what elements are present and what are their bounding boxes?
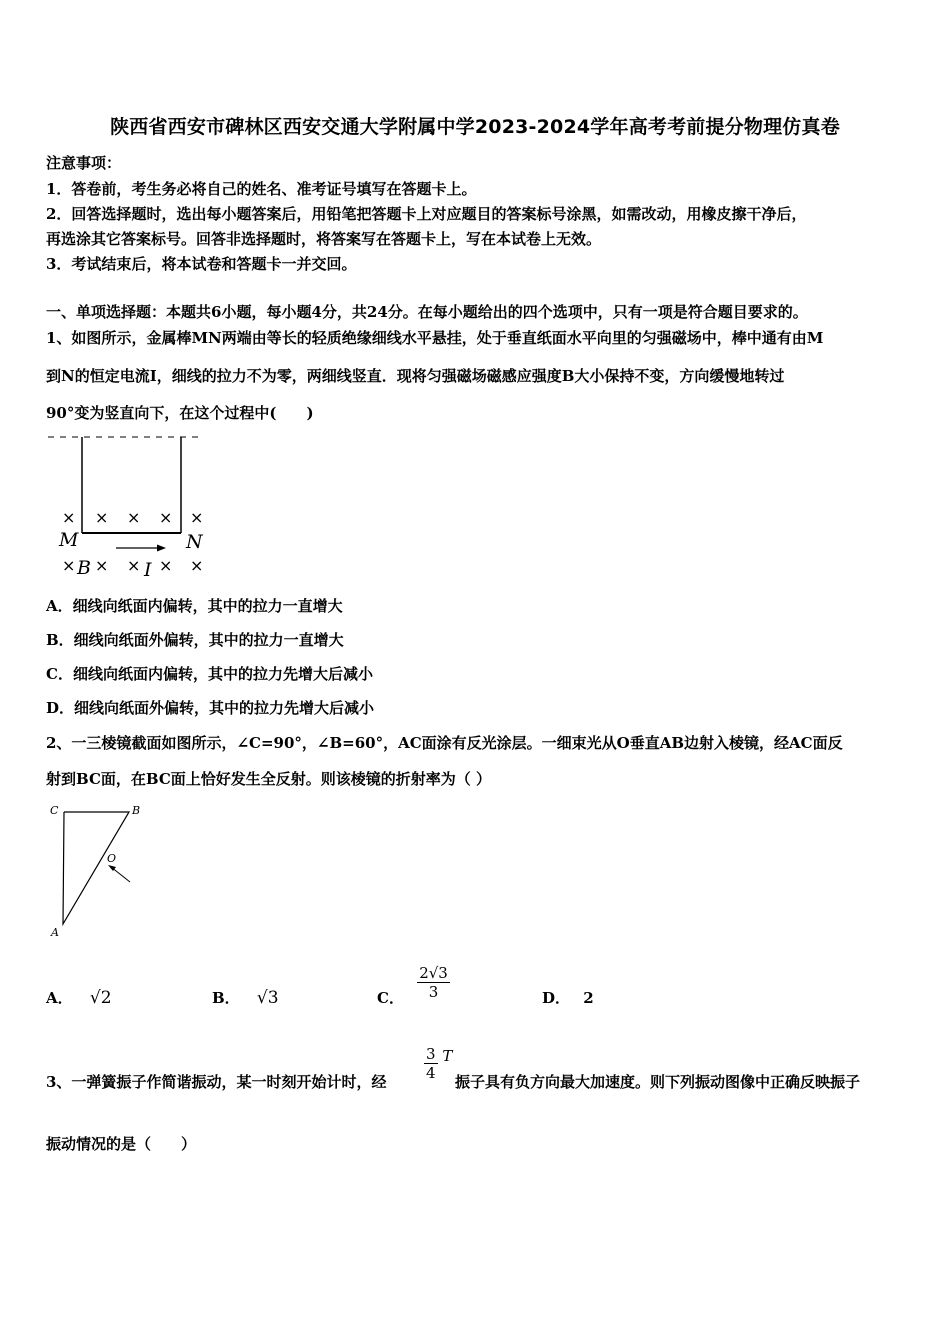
label-i: I <box>144 559 152 581</box>
fraction-numerator: 3 <box>426 1045 436 1063</box>
current-arrow-head <box>157 545 166 552</box>
option-value: 2 <box>583 989 594 1007</box>
cross-mark: × <box>127 556 141 575</box>
q2-figure <box>44 800 154 942</box>
q1-line-2: 到N的恒定电流I，细线的拉力不为零，两细线竖直．现将匀强磁场磁感应强度B大小保持不变，方向缓慢地转过 <box>46 367 785 385</box>
fraction-denominator: 4 <box>426 1064 436 1082</box>
fraction-denominator: 3 <box>428 983 439 1001</box>
cross-mark: × <box>62 556 76 575</box>
q2-option-b[interactable] <box>212 987 279 1008</box>
notice-item-3: 3．考试结束后，将本试卷和答题卡一并交回。 <box>46 255 357 273</box>
period-symbol: T <box>442 1046 453 1065</box>
option-label: D． <box>542 989 571 1007</box>
fraction <box>417 964 450 1001</box>
cross-mark: × <box>190 508 204 527</box>
q3-line-2: 振动情况的是（ ） <box>46 1135 197 1153</box>
fraction-numerator: 2√3 <box>419 964 448 982</box>
cross-mark: × <box>127 508 141 527</box>
notice-heading: 注意事项： <box>46 154 122 172</box>
q1-option-a[interactable]: A．细线向纸面内偏转，其中的拉力一直增大 <box>46 597 343 615</box>
q1-line-1: 1、如图所示，金属棒MN两端由等长的轻质绝缘细线水平悬挂，处于垂直纸面水平向里的匀强磁场中，棒中通有由M <box>46 329 824 347</box>
cross-mark: × <box>62 508 76 527</box>
label-c: C <box>50 804 59 817</box>
notice-item-1: 1．答卷前，考生务必将自己的姓名、准考证号填写在答题卡上。 <box>46 180 477 198</box>
notice-item-2-line-1: 2．回答选择题时，选出每小题答案后，用铅笔把答题卡上对应题目的答案标号涂黑，如需改动，用橡皮擦干净后， <box>46 205 807 223</box>
section-heading: 一、单项选择题：本题共6小题，每小题4分，共24分。在每小题给出的四个选项中，只有一项是符合题目要求的。 <box>46 303 808 321</box>
q1-line-3: 90°变为竖直向下，在这个过程中( ) <box>46 404 314 422</box>
cross-mark: × <box>190 556 204 575</box>
label-b: B <box>77 557 91 579</box>
q1-option-c[interactable]: C．细线向纸面内偏转，其中的拉力先增大后减小 <box>46 665 373 683</box>
q2-option-d[interactable] <box>542 987 594 1008</box>
label-a: A <box>51 926 59 939</box>
q2-option-a[interactable] <box>46 987 112 1008</box>
q2-option-c[interactable] <box>377 964 450 1008</box>
q3-line-1-end: 振子具有负方向最大加速度。则下列振动图像中正确反映振子 <box>455 1073 861 1091</box>
option-value: √3 <box>256 988 279 1008</box>
option-label: A． <box>46 989 73 1007</box>
cross-mark: × <box>159 556 173 575</box>
label-o: O <box>107 852 117 865</box>
q1-option-b[interactable]: B．细线向纸面外偏转，其中的拉力一直增大 <box>46 631 344 649</box>
notice-item-2-line-2: 再选涂其它答案标号。回答非选择题时，将答案写在答题卡上，写在本试卷上无效。 <box>46 230 602 248</box>
q1-option-d[interactable]: D．细线向纸面外偏转，其中的拉力先增大后减小 <box>46 699 375 717</box>
option-value: √2 <box>89 988 112 1008</box>
q3-line-1-start: 3、一弹簧振子作简谐振动，某一时刻开始计时，经 <box>46 1073 387 1091</box>
label-m: M <box>59 529 79 551</box>
option-label: B． <box>212 989 240 1007</box>
page-title: 陕西省西安市碑林区西安交通大学附属中学2023-2024学年高考考前提分物理仿真卷 <box>110 116 840 138</box>
label-n: N <box>186 531 203 553</box>
q1-figure <box>40 425 230 585</box>
cross-mark: × <box>95 556 109 575</box>
cross-mark: × <box>159 508 173 527</box>
fraction <box>424 1045 438 1082</box>
prism-outline <box>63 812 129 924</box>
q3-fraction <box>424 1045 452 1082</box>
option-label: C． <box>377 989 404 1007</box>
label-b: B <box>132 804 141 817</box>
q2-line-2: 射到BC面，在BC面上恰好发生全反射。则该棱镜的折射率为（ ） <box>46 770 492 788</box>
q2-line-1: 2、一三棱镜截面如图所示，∠C=90°，∠B=60°，AC面涂有反光涂层。一细束光从O垂直AB边射入棱镜，经AC面反 <box>46 734 843 752</box>
cross-mark: × <box>95 508 109 527</box>
